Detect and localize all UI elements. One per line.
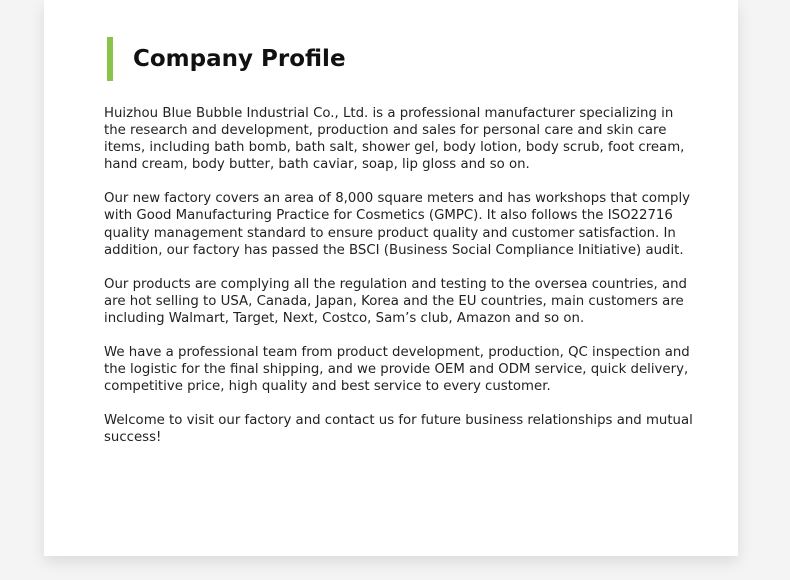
company-profile-card: [44, 0, 738, 556]
heading-accent-bar: [107, 37, 113, 81]
profile-paragraph-welcome: Welcome to visit our factory and contact us for future business relationships and mutual success!: [104, 413, 693, 446]
profile-paragraph-team: We have a professional team from product development, production, QC inspection and the logistic for the final shipping, and we provide OEM and ODM service, quick delivery, competitive price, high quality and best service to every customer.: [104, 345, 690, 395]
profile-body: [104, 105, 694, 464]
page-title: Company Profile: [133, 46, 346, 72]
section-heading: [107, 37, 346, 81]
profile-paragraph-factory: Our new factory covers an area of 8,000 square meters and has workshops that comply with Good Manufacturing Practice for Cosmetics (GMPC). It also follows the ISO22716 quality management standard to ensure product quality and customer satisfaction. In addition, our factory has passed the BSCI (Business Social Compliance Initiative) audit.: [104, 191, 691, 258]
profile-paragraph-intro: Huizhou Blue Bubble Industrial Co., Ltd. is a professional manufacturer specializing in the research and development, production and sales for personal care and skin care items, including bath bomb, bath salt, shower gel, body lotion, body scrub, foot cream, hand cream, body butter, bath caviar, soap, lip gloss and so on.: [104, 106, 685, 173]
profile-paragraph-markets: Our products are complying all the regulation and testing to the oversea countries, and are hot selling to USA, Canada, Japan, Korea and the EU countries, main customers are including Walmart, Target, Next, Costco, Sam’s club, Amazon and so on.: [104, 276, 687, 326]
